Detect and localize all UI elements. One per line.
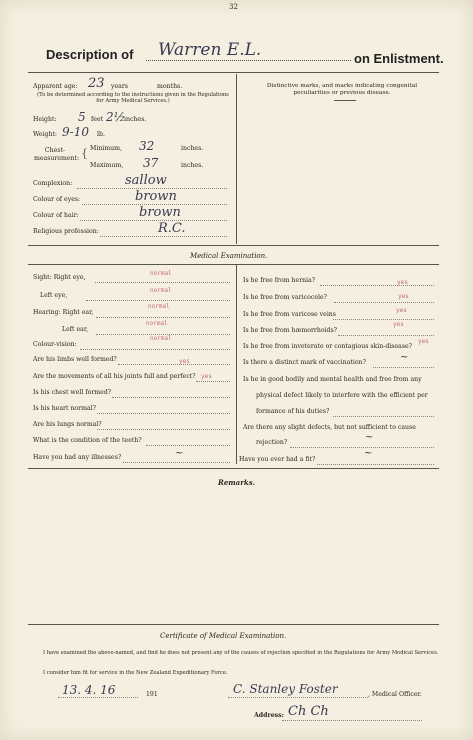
certificate-text-1: I have examined the above-named, and find he does not present any of the causes of rejection specified in the Regulations for Army Medical Services. bbox=[43, 650, 439, 656]
brace-icon: { bbox=[81, 147, 88, 160]
medical-rule bbox=[28, 245, 439, 246]
hearing-right-label: Hearing: Right ear, bbox=[33, 309, 94, 316]
varicocele-answer: yes bbox=[398, 293, 409, 300]
defects-answer: ~ bbox=[365, 432, 374, 443]
varicocele-label: Is he free from varicocele? bbox=[243, 294, 327, 301]
line-8 bbox=[112, 397, 230, 398]
rline-4 bbox=[338, 335, 434, 336]
limbs-answer: yes bbox=[179, 358, 190, 365]
eyes-value: brown bbox=[135, 189, 177, 204]
months-word: months. bbox=[157, 83, 183, 90]
medical-subrule bbox=[28, 264, 439, 265]
maximum-value: 37 bbox=[143, 156, 159, 170]
defects-label-1: Are there any slight defects, but not sufficient to cause bbox=[243, 424, 416, 431]
line-5 bbox=[80, 349, 230, 350]
sight-left-label: Left eye, bbox=[40, 292, 68, 299]
line-10 bbox=[97, 429, 230, 430]
rline-8 bbox=[333, 416, 434, 417]
chest-label: Chest-measurement: bbox=[34, 147, 80, 162]
sight-left-answer: normal bbox=[150, 287, 172, 294]
marks-short-rule bbox=[334, 100, 356, 101]
joints-label: Are the movements of all his joints full and perfect? bbox=[33, 373, 196, 380]
illnesses-answer: ~ bbox=[175, 448, 184, 459]
weight-label: Weight: bbox=[33, 131, 58, 138]
minimum-value: 32 bbox=[139, 139, 155, 153]
rline-2 bbox=[334, 302, 434, 303]
minimum-label: Minimum, bbox=[90, 145, 122, 152]
defects-label-2: rejection? bbox=[256, 439, 288, 446]
health-label-3: formance of his duties? bbox=[256, 408, 330, 415]
medical-divider bbox=[236, 265, 237, 464]
lungs-label: Are his lungs normal? bbox=[33, 421, 102, 428]
hearing-right-answer: normal bbox=[148, 303, 170, 310]
line-11 bbox=[146, 445, 230, 446]
rline-1 bbox=[320, 285, 434, 286]
hernia-label: Is he free from hernia? bbox=[243, 277, 316, 284]
certificate-heading: Certificate of Medical Examination. bbox=[160, 632, 287, 640]
line-1 bbox=[95, 282, 230, 283]
date-line bbox=[58, 697, 138, 698]
medical-officer-label: , Medical Officer. bbox=[368, 691, 422, 698]
complexion-value: sallow bbox=[125, 173, 167, 188]
hearing-left-label: Left ear, bbox=[62, 326, 89, 333]
on-enlistment-label: on Enlistment. bbox=[354, 51, 444, 66]
feet-word: feet bbox=[91, 116, 104, 123]
complexion-label: Complexion: bbox=[33, 180, 73, 187]
years-word: years bbox=[111, 83, 128, 90]
signature-line bbox=[228, 697, 368, 698]
vaccination-label: Is there a distinct mark of vaccination? bbox=[243, 359, 366, 366]
age-note: (To be determined according to the instructions given in the Regulations for Army Medical Services.) bbox=[37, 92, 229, 104]
max-inches-word: inches. bbox=[181, 162, 204, 169]
teeth-label: What is the condition of the teeth? bbox=[33, 437, 142, 444]
distinctive-marks-label: Distinctive marks, and marks indicating congenital peculiarities or previous disease. bbox=[266, 83, 418, 96]
colour-vision-answer: normal bbox=[150, 335, 172, 342]
maximum-label: Maximum, bbox=[90, 162, 124, 169]
limbs-label: Are his limbs well formed? bbox=[33, 356, 117, 363]
rline-3 bbox=[333, 319, 434, 320]
top-divider bbox=[236, 74, 237, 244]
name-line bbox=[146, 60, 351, 61]
header-rule bbox=[28, 72, 439, 73]
hair-line bbox=[80, 220, 227, 221]
hernia-answer: yes bbox=[397, 279, 408, 286]
lb-word: lb. bbox=[97, 131, 105, 138]
haemorrhoids-answer: yes bbox=[393, 321, 404, 328]
rline-10 bbox=[290, 447, 434, 448]
fit-label: Have you ever had a fit? bbox=[239, 456, 316, 463]
address-line bbox=[282, 720, 422, 721]
apparent-age-label: Apparent age: bbox=[33, 83, 78, 90]
sight-right-answer: normal bbox=[150, 270, 172, 277]
line-2 bbox=[86, 300, 230, 301]
address-value: Ch Ch bbox=[288, 704, 329, 719]
hair-value: brown bbox=[139, 205, 181, 220]
illnesses-label: Have you had any illnesses? bbox=[33, 454, 122, 461]
sight-right-label: Sight: Right eye, bbox=[33, 274, 86, 281]
year-suffix: 191 bbox=[146, 691, 158, 698]
medical-heading: Medical Examination. bbox=[190, 252, 268, 260]
health-label-2: physical defect likely to interfere with the efficient per bbox=[256, 392, 428, 399]
remarks-heading: Remarks. bbox=[218, 478, 256, 487]
joints-answer: yes bbox=[201, 373, 212, 380]
health-label-1: Is he in good bodily and mental health and free from any bbox=[243, 376, 422, 383]
inches-word: inches. bbox=[124, 116, 147, 123]
chest-formed-label: Is his chest well formed? bbox=[33, 389, 112, 396]
height-feet: 5 bbox=[78, 110, 86, 124]
skin-label: Is he free from inveterate or contagious skin-disease? bbox=[243, 343, 412, 350]
min-inches-word: inches. bbox=[181, 145, 204, 152]
soldier-name: Warren E.L. bbox=[158, 40, 262, 60]
medical-officer-signature: C. Stanley Foster bbox=[233, 682, 338, 696]
certificate-rule bbox=[28, 624, 439, 625]
height-inches: 2½ bbox=[106, 110, 126, 124]
height-label: Height: bbox=[33, 116, 57, 123]
rline-11 bbox=[317, 464, 434, 465]
certificate-text-2: I consider him fit for service in the New Zealand Expeditionary Force. bbox=[43, 670, 228, 676]
skin-answer: yes bbox=[418, 338, 429, 345]
line-3 bbox=[96, 317, 230, 318]
hearing-left-answer: normal bbox=[146, 320, 168, 327]
address-label: Address: bbox=[254, 712, 284, 719]
rline-6 bbox=[373, 367, 434, 368]
colour-vision-label: Colour-vision: bbox=[33, 341, 77, 348]
line-12 bbox=[123, 462, 230, 463]
religion-line bbox=[100, 236, 227, 237]
varicose-answer: yes bbox=[396, 307, 407, 314]
remarks-rule bbox=[28, 468, 439, 469]
certificate-date: 13. 4. 16 bbox=[62, 683, 116, 697]
description-of-label: Description of bbox=[46, 47, 134, 62]
heart-label: Is his heart normal? bbox=[33, 405, 96, 412]
eyes-label: Colour of eyes: bbox=[33, 196, 81, 203]
vaccination-answer: ~ bbox=[400, 352, 409, 363]
varicose-label: Is he free from varicose veins bbox=[243, 311, 336, 318]
haemorrhoids-label: Is he free from hæmorrhoids? bbox=[243, 327, 337, 334]
religion-label: Religious profession: bbox=[33, 228, 99, 235]
hair-label: Colour of hair: bbox=[33, 212, 79, 219]
line-7 bbox=[196, 381, 230, 382]
line-6 bbox=[118, 364, 230, 365]
fit-answer: ~ bbox=[364, 448, 373, 459]
line-9 bbox=[97, 413, 230, 414]
religion-value: R.C. bbox=[158, 221, 186, 236]
age-years: 23 bbox=[88, 76, 105, 91]
weight-value: 9-10 bbox=[62, 125, 89, 139]
page-number: 32 bbox=[229, 3, 238, 11]
